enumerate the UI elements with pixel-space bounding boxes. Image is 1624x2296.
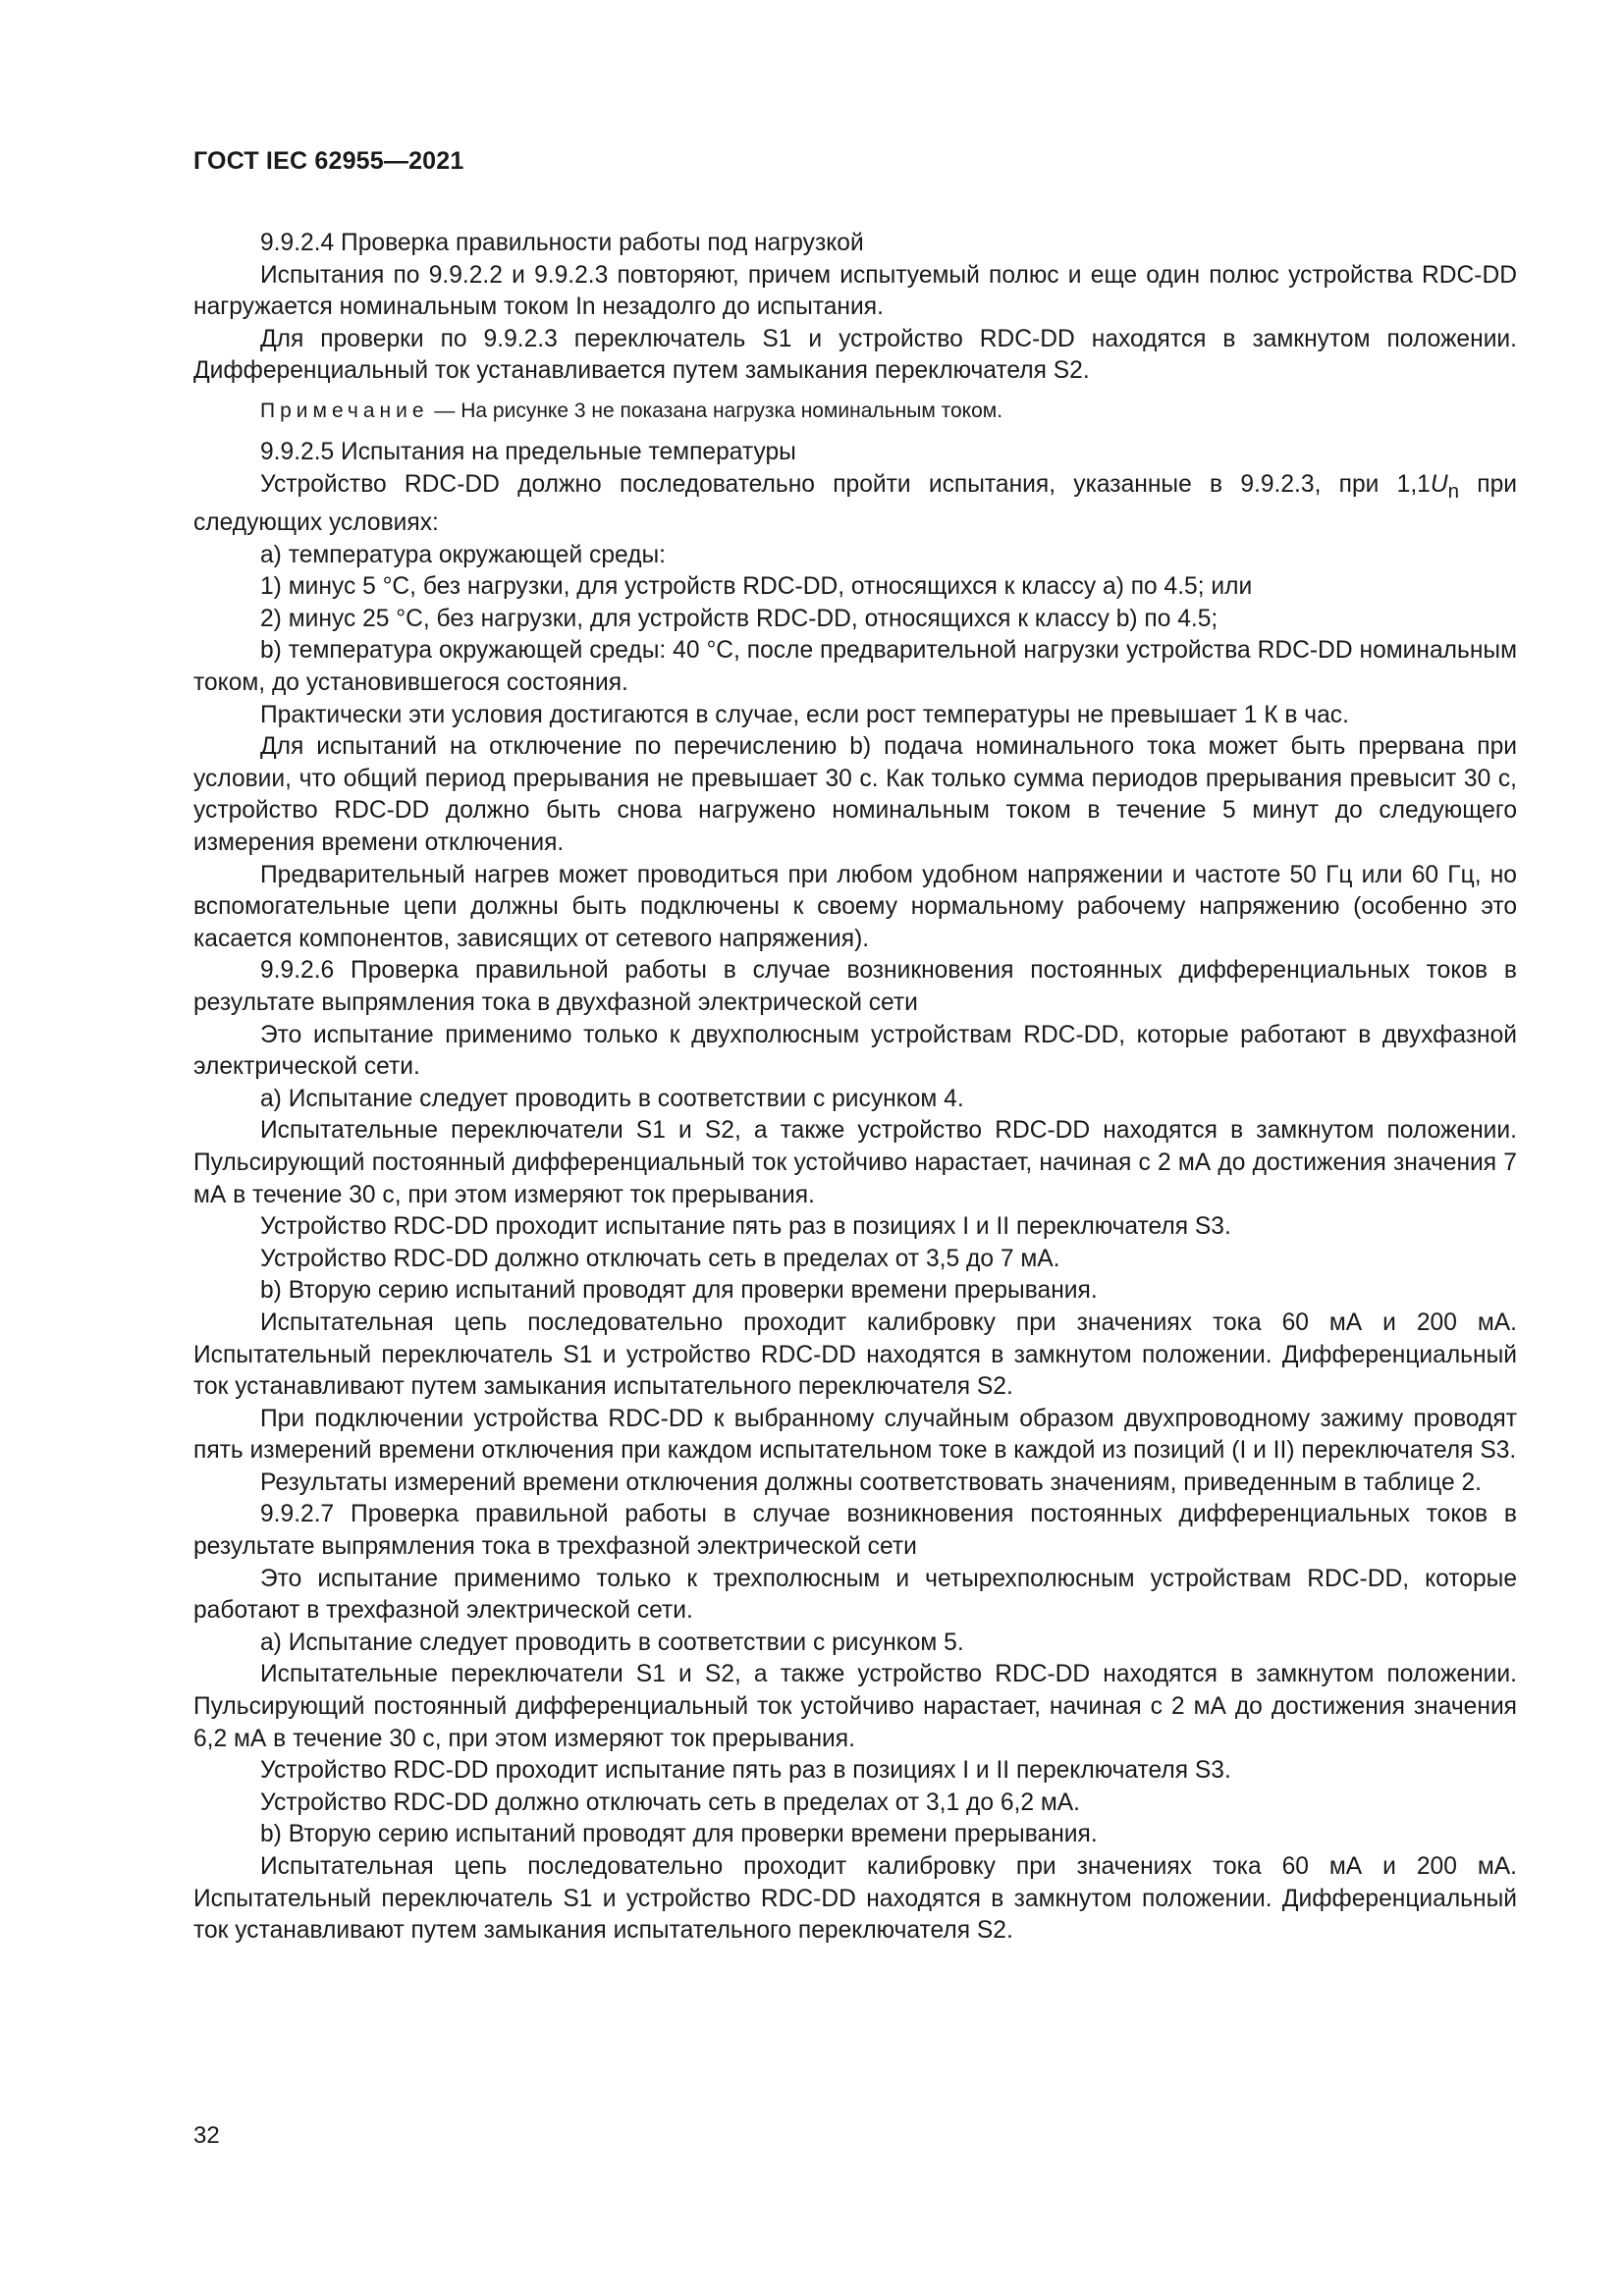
intro-start: Устройство RDC-DD должно последовательно пройти испытания, указанные в 9.9.2.3, при 1,1 (260, 470, 1431, 498)
paragraph: Испытательная цепь последовательно проходит калибровку при значениях тока 60 мА и 200 мА. Испытательный переключатель S1 и устройство RDC-DD находятся в замкнутом положении. Дифференциальный ток устанавливают путем замыкания испытательного переключателя S2. (193, 1853, 1517, 1945)
voltage-subscript: n (1447, 479, 1459, 503)
list-item: b) Вторую серию испытаний проводят для проверки времени прерывания. (260, 1277, 1098, 1305)
list-item: а) Испытание следует проводить в соответствии с рисунком 5. (260, 1629, 964, 1656)
note-label: Примечание (260, 399, 429, 422)
paragraph: Для проверки по 9.9.2.3 переключатель S1 и устройство RDC-DD находятся в замкнутом положении. Дифференциальный ток устанавливается путем замыкания переключателя S2. (193, 325, 1517, 385)
note (193, 398, 1517, 425)
document-body (193, 228, 1517, 1948)
paragraph: Предварительный нагрев может проводиться при любом удобном напряжении и частоте 50 Гц или 60 Гц, но вспомогательные цепи должны быть подключены к своему нормальному рабочему напряжению (особенно это касается компонентов, зависящих от сетевого напряжения). (193, 861, 1517, 952)
list-item: b) температура окружающей среды: 40 °С, после предварительной нагрузки устройства RDC-DD номинальным током, до установившегося состояния. (193, 637, 1517, 697)
paragraph (193, 469, 1517, 540)
paragraph: Устройство RDC-DD должно отключать сеть в пределах от 3,5 до 7 мА. (260, 1245, 1060, 1272)
paragraph: Это испытание применимо только к трехполюсным и четырехполюсным устройствам RDC-DD, которые работают в трехфазной электрической сети. (193, 1565, 1517, 1625)
paragraph: Устройство RDC-DD проходит испытание пять раз в позициях I и II переключателя S3. (260, 1757, 1231, 1785)
note-text: — На рисунке 3 не показана нагрузка номинальным током. (428, 399, 1003, 422)
paragraph: Испытательная цепь последовательно проходит калибровку при значениях тока 60 мА и 200 мА. Испытательный переключатель S1 и устройство RDC-DD находятся в замкнутом положении. Дифференциальный ток устанавливают путем замыкания испытательного переключателя S2. (193, 1308, 1517, 1401)
paragraph: Результаты измерений времени отключения должны соответствовать значениям, приведенным в таблице 2. (260, 1468, 1482, 1496)
list-item: а) Испытание следует проводить в соответствии с рисунком 4. (260, 1085, 964, 1112)
paragraph: Испытательные переключатели S1 и S2, а также устройство RDC-DD находятся в замкнутом положении. Пульсирующий постоянный дифференциальный ток устойчиво нарастает, начиная с 2 мА до достижения значения 7 мА в течение 30 с, при этом измеряют ток прерывания. (193, 1117, 1517, 1208)
paragraph: Практически эти условия достигаются в случае, если рост температуры не превышает 1 К в час. (260, 701, 1349, 728)
list-item: 2) минус 25 °С, без нагрузки, для устройств RDC-DD, относящихся к классу b) по 4.5; (260, 605, 1218, 632)
paragraph: Устройство RDC-DD проходит испытание пять раз в позициях I и II переключателя S3. (260, 1213, 1231, 1241)
voltage-symbol: U (1430, 470, 1448, 498)
paragraph: При подключении устройства RDC-DD к выбранному случайным образом двухпроводному зажиму проводят пять измерений времени отключения при каждом испытательном токе в каждой из позиций (I и II) переключателя S3. (193, 1405, 1517, 1465)
paragraph: Это испытание применимо только к двухполюсным устройствам RDC-DD, которые работают в двухфазной электрической сети. (193, 1021, 1517, 1081)
section-title: 9.9.2.5 Испытания на предельные температуры (260, 438, 796, 465)
document-header: ГОСТ IEC 62955—2021 (193, 147, 464, 175)
paragraph: Устройство RDC-DD должно отключать сеть в пределах от 3,1 до 6,2 мА. (260, 1789, 1081, 1816)
section-title: 9.9.2.7 Проверка правильной работы в случае возникновения постоянных дифференциальных токов в результате выпрямления тока в трехфазной электрической сети (193, 1501, 1517, 1561)
section-title: 9.9.2.6 Проверка правильной работы в случае возникновения постоянных дифференциальных токов в результате выпрямления тока в двухфазной электрической сети (193, 957, 1517, 1016)
paragraph: Испытания по 9.9.2.2 и 9.9.2.3 повторяют, причем испытуемый полюс и еще один полюс устройства RDC-DD нагружается номинальным током In незадолго до испытания. (193, 261, 1517, 321)
list-item: а) температура окружающей среды: (260, 541, 667, 568)
paragraph: Для испытаний на отключение по перечислению b) подача номинального тока может быть прервана при условии, что общий период прерывания не превышает 30 с. Как только сумма периодов прерывания превысит 30 с, устройство RDC-DD должно быть снова нагружено номинальным током в течение 5 минут до следующего измерения времени отключения. (193, 733, 1517, 856)
list-item: 1) минус 5 °С, без нагрузки, для устройств RDC-DD, относящихся к классу а) по 4.5; или (260, 573, 1253, 601)
page-number: 32 (193, 2122, 220, 2149)
intro-end: при следующих условиях: (193, 470, 1517, 537)
paragraph: Испытательные переключатели S1 и S2, а также устройство RDC-DD находятся в замкнутом положении. Пульсирующий постоянный дифференциальный ток устойчиво нарастает, начиная с 2 мА до достижения значения 6,2 мА в течение 30 с, при этом измеряют ток прерывания. (193, 1661, 1517, 1752)
list-item: b) Вторую серию испытаний проводят для проверки времени прерывания. (260, 1821, 1098, 1848)
paragraph: 9.9.2.4 Проверка правильности работы под нагрузкой (260, 230, 864, 256)
